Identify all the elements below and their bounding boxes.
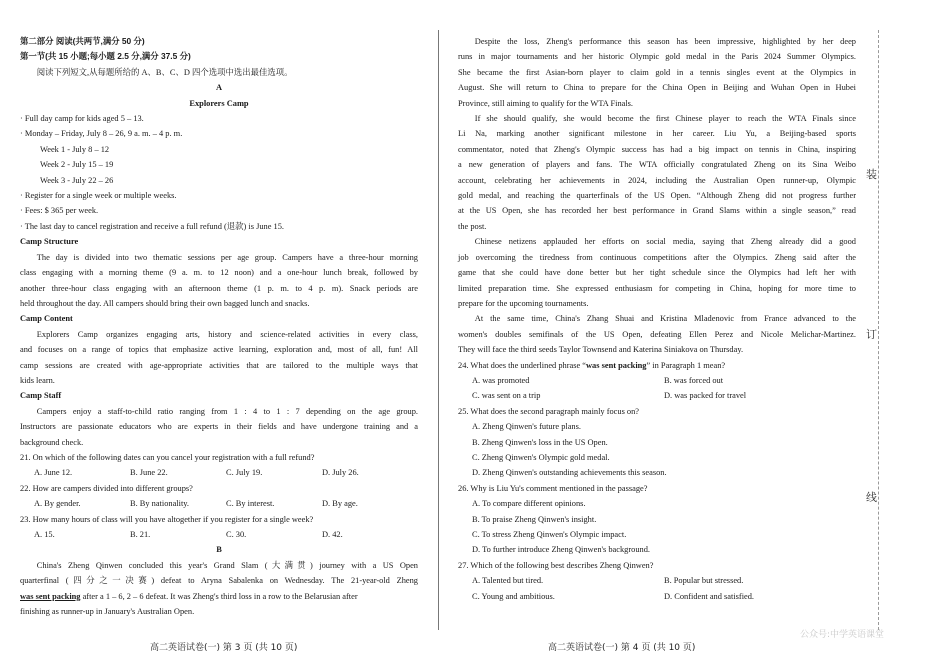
question-24 [458,358,856,373]
answer-option: A. Talented but tired. [472,576,544,586]
text-line: quarterfinal (四分之一决赛) defeat to Aryna Sabalenka on Wednesday. The 21-year-old Zheng [20,576,418,586]
answer-option: A. was promoted [472,375,530,385]
text-line: · Fees: $ 365 per week. [20,206,99,216]
text-line: gold medal, and reaching the quarterfinals of the US Open. “Although Zheng did not progress further [458,191,856,201]
text-line: kids learn. [20,375,55,385]
options-row [458,388,856,403]
text-line: Week 2 - July 15 – 19 [40,160,114,170]
text-line: Camp Staff [20,391,62,401]
question-22: 22. How are campers divided into different groups? [20,483,193,493]
text-line: background check. [20,437,84,447]
answer-option: B. 21. [130,530,151,539]
page-divider [438,30,439,630]
answer-option: B. Zheng Qinwen's loss in the US Open. [472,437,608,447]
answer-option: B. Popular but stressed. [664,576,744,586]
text-line: game that she could have done better but her tight schedule since the Olympics had left her with [458,268,856,278]
text-line: account, celebrating her achievements in 2024, including the Australian Open runner-up, Olympic [458,175,856,185]
answer-option: B. By nationality. [130,499,190,509]
text-run: after a 1 – 6, 2 – 6 defeat. It was Zheng's third loss in a row to the Belarusian after [80,591,358,601]
right-page-column [458,34,856,604]
answer-option: D. 42. [322,530,343,539]
footer-page-3: 高二英语试卷(一) 第 3 页 (共 10 页) [150,643,298,653]
text-line: Explorers Camp organizes engaging arts, history and science-related activities in every class, [36,329,418,339]
answer-option: A. 15. [34,530,55,539]
answer-option: C. By interest. [226,499,275,509]
text-line: If she should qualify, she would become the first Chinese player to reach the WTA Finals since [474,114,856,124]
answer-option: C. July 19. [226,468,263,478]
text-line: runs in major tournaments and her historic Olympic gold medal in the Paris 2024 Summer Olympics. [458,52,856,62]
text-line: and focuses on a range of topics that emphasize active learning, exploration and, most of all, fun! All [20,345,418,355]
text-line: She became the first Asian-born player to claim gold in a tennis singles event at the Olympics in [458,67,856,77]
text-run: 24. What does the underlined phrase “ [458,360,586,370]
answer-option: A. To compare different opinions. [472,499,586,509]
answer-option: D. Confident and satisfied. [664,591,755,601]
options-row [458,373,856,388]
text-line: women's doubles semifinals of the US Open, defeating Ellen Perez and Nicole Melichar-Martinez. [458,329,856,339]
quoted-phrase: was sent packing [586,360,647,370]
answer-option: C. Zheng Qinwen's Olympic gold medal. [472,452,610,462]
options-row [458,589,856,604]
answer-option: B. To praise Zheng Qinwen's insight. [472,514,597,524]
text-line: At the same time, China's Zhang Shuai and Kristina Mladenovic from France advanced to the [474,314,856,324]
text-line: 阅读下列短文,从每题所给的 A、B、C、D 四个选项中选出最佳选项。 [36,67,293,77]
text-line: held throughout the day. All campers should bring their own bagged lunch and snacks. [20,298,310,308]
question-26: 26. Why is Liu Yu's comment mentioned in the passage? [458,483,648,493]
options-row [20,496,418,511]
text-line: August. She will return to China to prepare for the China Open in Beijing and Wuhan Open in Hubei [458,83,856,93]
options-row [458,573,856,588]
text-line: · Register for a single week or multiple weeks. [20,191,177,201]
binding-char-ding: 订 [866,328,877,341]
text-line: commentator, noted that Zheng's Olympic success has had a big impact on tennis in China, inspiring [458,144,856,154]
text-line: the post. [458,221,487,231]
text-line: They will face the third seeds Taylor Townsend and Katerina Siniakova on Thursday. [458,345,744,355]
text-line: · The last day to cancel registration and receive a full refund (退款) is June 15. [20,221,285,231]
question-23: 23. How many hours of class will you have altogether if you register for a single week? [20,514,314,524]
question-25: 25. What does the second paragraph mainly focus on? [458,406,640,416]
options-row [20,465,418,480]
question-21: 21. On which of the following dates can you cancel your registration with a full refund? [20,452,315,462]
answer-option: A. Zheng Qinwen's future plans. [472,422,581,432]
answer-option: C. was sent on a trip [472,391,541,401]
text-run: ” in Paragraph 1 mean? [646,360,726,370]
text-line: camp sessions are created with age-appropriate activities that are tailored to the multiple ways that [20,360,418,370]
answer-option: D. To further introduce Zheng Qinwen's background. [472,545,650,555]
answer-option: C. 30. [226,530,247,539]
text-line: Chinese netizens applauded her efforts on social media, saying that Zheng already did a good [474,237,856,247]
text-line: prepare for the upcoming tournaments. [458,298,589,308]
text-line: a new generation of players and fans. The WTA officially congratulated Zheng on its Sina Weibo [458,160,856,170]
binding-char-xian: 线 [866,491,877,504]
text-line: job overcoming the tiredness from continuous competitions after the Olympics. Zheng said after the [458,252,856,262]
answer-option: B. was forced out [664,375,724,385]
text-line: 第一节(共 15 小题;每小题 2.5 分,满分 37.5 分) [20,51,191,62]
text-line: Camp Content [20,314,73,324]
options-row [20,527,418,542]
watermark: 公众号:中学英语课堂 [800,630,885,640]
text-line: 第二部分 阅读(共两节,满分 50 分) [20,36,145,46]
text-line: class engaging with a morning theme (9 a. m. to 12 noon) and a one-hour lunch break, followed by [20,268,418,278]
text-line: A [215,83,223,93]
underlined-phrase: was sent packing [20,591,81,601]
left-page-column [20,34,418,619]
text-line: another three-hour class engaging with an afternoon theme (1 p. m. to 4 p. m). Snack periods are [20,283,418,293]
text-line: Week 3 - July 22 – 26 [40,175,114,185]
text-line: Despite the loss, Zheng's performance this season has been impressive, highlighted by her deep [474,37,856,46]
text-line-underlined [20,589,418,604]
answer-option: D. By age. [322,499,358,509]
answer-option: D. July 26. [322,468,359,478]
answer-option: C. Young and ambitious. [472,591,555,601]
answer-option: B. June 22. [130,468,168,478]
text-line: The day is divided into two thematic sessions per age group. Campers have a three-hour morning [36,252,418,262]
answer-option: D. Zheng Qinwen's outstanding achievements this season. [472,468,667,478]
answer-option: A. By gender. [34,499,81,509]
section-b-label: B [216,545,222,555]
footer-page-4: 高二英语试卷(一) 第 4 页 (共 10 页) [548,643,696,653]
text-line: limited preparation time. She expressed enthusiasm for competing in China, hoping for more time to [458,283,856,293]
text-line: China's Zheng Qinwen concluded this year's Grand Slam (大满贯) journey with a US Open [36,560,418,570]
binding-line [878,30,879,630]
answer-option: A. June 12. [34,468,73,478]
text-line: at the US Open, she has recorded her best performance in Grand Slams within a single season,” read [458,206,856,216]
binding-char-zhuang: 装 [866,168,877,181]
text-line: Camp Structure [20,237,79,247]
answer-option: C. To stress Zheng Qinwen's Olympic impact. [472,530,627,539]
text-line: Week 1 - July 8 – 12 [40,144,110,154]
text-line: · Monday – Friday, July 8 – 26, 9 a. m. – 4 p. m. [20,129,183,139]
text-line: Campers enjoy a staff-to-child ratio ranging from 1 : 4 to 1 : 7 depending on the age group. [36,406,418,416]
text-line: Explorers Camp [189,98,249,108]
question-27: 27. Which of the following best describes Zheng Qinwen? [458,560,654,570]
answer-option: D. was packed for travel [664,391,747,401]
text-line: Province, still aiming to qualify for the WTA Finals. [458,98,634,108]
text-line: finishing as runner-up in January's Australian Open. [20,607,195,617]
text-line: · Full day camp for kids aged 5 – 13. [20,114,144,124]
text-line: Li Na, marking another significant milestone in her career. Liu Yu, a Beijing-based sports [458,129,856,139]
text-line: Instructors are passionate educators who are experts in their fields and have undergone training and a [20,422,418,432]
